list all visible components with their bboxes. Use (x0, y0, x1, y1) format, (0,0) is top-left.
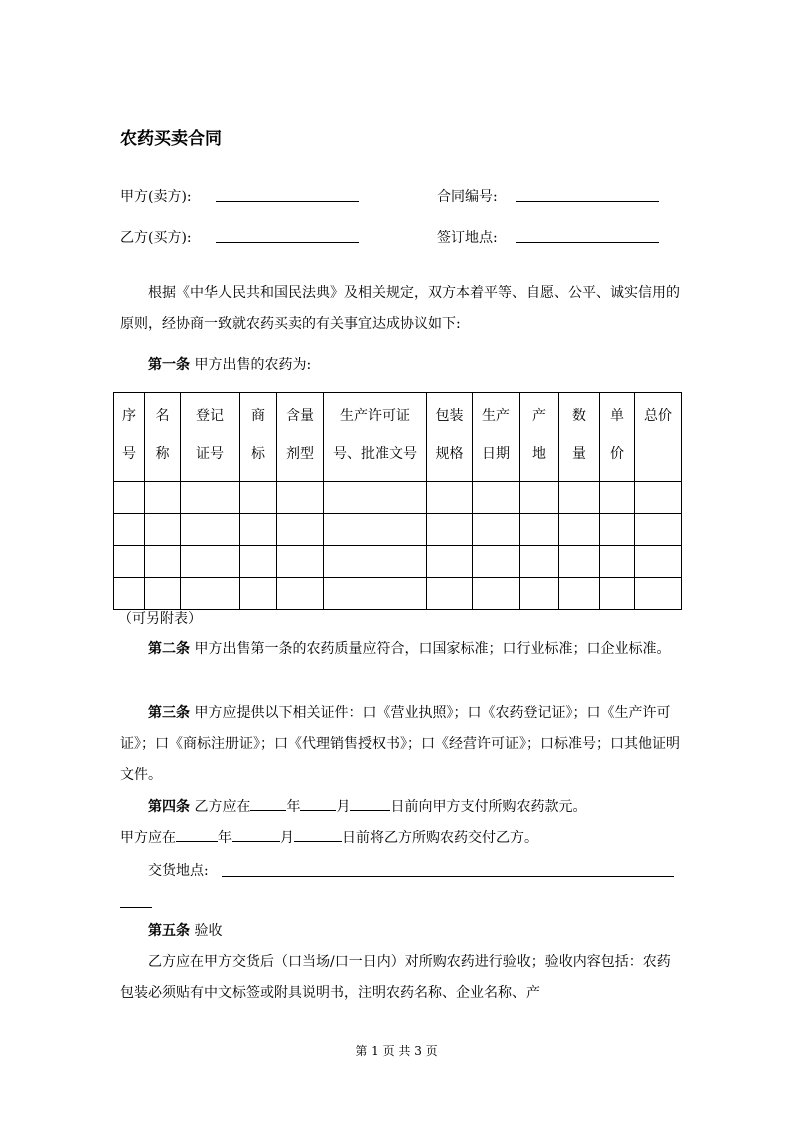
contract-no-label: 合同编号: (437, 189, 498, 205)
party-a-field[interactable] (216, 200, 359, 202)
party-a-label: 甲方(卖方): (120, 189, 192, 205)
col-header-date: 生产 日期 (473, 393, 520, 482)
article-1-head: 第一条 (148, 357, 190, 373)
article-4-line-2: 甲方应在 年 月 日前将乙方所购农药交付乙方。 (120, 823, 680, 854)
party-b-field[interactable] (216, 241, 359, 243)
delivery-place-label: 交货地点: (148, 863, 209, 879)
table-row (114, 578, 682, 610)
article-2 (120, 634, 680, 665)
intro-paragraph: 根据《中华人民共和国民法典》及相关规定，双方本着平等、自愿、公平、诚实信用的原则，经协商一致就农药买卖的有关事宜达成协议如下: (120, 285, 680, 332)
pay-day-blank[interactable] (350, 796, 390, 811)
delivery-place-field-cont[interactable] (120, 906, 152, 908)
pesticide-table (113, 392, 682, 610)
table-note: （可另附表） (118, 611, 202, 627)
article-1-text: 甲方出售的农药为: (194, 357, 312, 373)
page-title: 农药买卖合同 (120, 129, 222, 149)
party-b-label: 乙方(买方): (120, 230, 192, 246)
delivery-place-field[interactable] (222, 875, 674, 877)
article-3 (120, 698, 680, 791)
delivery-month-blank[interactable] (232, 827, 280, 842)
article-3-text: 甲方应提供以下相关证件：口《营业执照》；口《农药登记证》；口《生产许可证》；口《商标注册证》；口《代理销售授权书》；口《经营许可证》；口标准号；口其他证明文件。 (120, 705, 680, 783)
article-5-text: 乙方应在甲方交货后（口当场/口一日内）对所购农药进行验收；验收内容包括：农药包装必须贴有中文标签或附具说明书，注明农药名称、企业名称、产 (120, 954, 671, 1001)
col-header-serial: 序 号 (114, 393, 145, 482)
col-header-unit-price: 单 价 (600, 393, 635, 482)
article-2-head: 第二条 (148, 641, 190, 657)
table-row (114, 482, 682, 514)
pay-year-blank[interactable] (250, 796, 286, 811)
article-5-heading (120, 916, 680, 947)
article-5-head: 第五条 (148, 923, 190, 939)
contract-no-field[interactable] (516, 200, 659, 202)
col-header-package: 包装 规格 (427, 393, 473, 482)
table-row (114, 514, 682, 546)
delivery-year-blank[interactable] (176, 827, 218, 842)
col-header-name: 名 称 (145, 393, 181, 482)
pay-month-blank[interactable] (300, 796, 336, 811)
delivery-day-blank[interactable] (294, 827, 342, 842)
article-4-line-1: 第四条 乙方应在 年 月 日前向甲方支付所购农药款元。 (120, 792, 680, 823)
col-header-quantity: 数 量 (559, 393, 600, 482)
sign-place-field[interactable] (516, 241, 659, 243)
table-header-row (114, 393, 682, 482)
article-5-title: 验收 (194, 923, 223, 939)
col-header-total: 总价 (635, 393, 682, 482)
page-footer: 第 1 页 共 3 页 (355, 1044, 438, 1058)
col-header-reg-no: 登记 证号 (181, 393, 240, 482)
sign-place-label: 签订地点: (437, 230, 498, 246)
col-header-brand: 商 标 (240, 393, 277, 482)
article-3-head: 第三条 (148, 705, 190, 721)
article-1 (120, 350, 680, 381)
article-2-text: 甲方出售第一条的农药质量应符合，口国家标准；口行业标准；口企业标准。 (194, 641, 671, 657)
col-header-content: 含量 剂型 (277, 393, 324, 482)
article-4-head: 第四条 (148, 799, 190, 815)
table-row (114, 546, 682, 578)
col-header-origin: 产 地 (520, 393, 559, 482)
col-header-license: 生产许可证 号、批准文号 (324, 393, 427, 482)
